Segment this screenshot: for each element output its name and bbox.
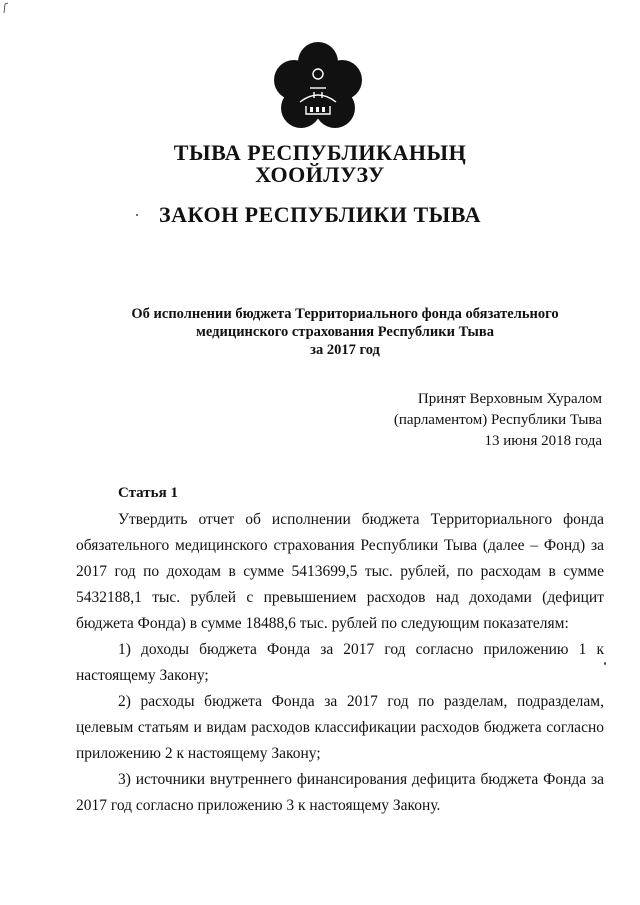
header-russian-law: ЗАКОН РЕСПУБЛИКИ ТЫВА [159, 202, 481, 227]
law-title [0, 305, 640, 359]
law-title-line2: медицинского страхования Республики Тыва [196, 324, 494, 340]
law-title-line3: за 2017 год [310, 342, 380, 358]
header-tuvan-line2: ХООЙЛУЗУ [255, 162, 385, 187]
article-title: Статья 1 [118, 485, 178, 501]
scan-mark-icon [3, 2, 9, 14]
article-body [76, 507, 604, 819]
tuva-coat-of-arms-icon [270, 40, 366, 136]
scan-speck [604, 662, 606, 665]
article-paragraph: Утвердить отчет об исполнении бюджета Территориального фонда обязательного медицинского страхования Республики Тыва (далее – Фонд) за 2017 год по доходам в сумме 5413699,5 тыс. рублей, по расходам в сумме 5432188,1 тыс. рублей с превышением расходов над доходами (дефицит бюджета Фонда) в сумме 18488,6 тыс. рублей по следующим показателям: [76, 511, 604, 632]
adoption-date: 13 июня 2018 года [484, 433, 602, 449]
header-tuvan-line1: ТЫВА РЕСПУБЛИКАНЫҢ [173, 140, 467, 165]
article-item-2: 2) расходы бюджета Фонда за 2017 год по разделам, подразделам, целевым статьям и видам расходов классификации расходов бюджета согласно приложению 2 к настоящему Закону; [76, 693, 604, 762]
article-item-3: 3) источники внутреннего финансирования дефицита бюджета Фонда за 2017 год согласно приложению 3 к настоящему Закону. [76, 771, 604, 814]
law-title-line1: Об исполнении бюджета Территориального фонда обязательного [131, 306, 559, 322]
adoption-line1: Принят Верховным Хуралом [417, 391, 602, 407]
adoption-line2: (парламентом) Республики Тыва [393, 412, 602, 428]
adoption-note [394, 389, 602, 452]
article-item-1: 1) доходы бюджета Фонда за 2017 год согласно приложению 1 к настоящему Закону; [76, 641, 604, 684]
scan-speck [136, 214, 138, 216]
